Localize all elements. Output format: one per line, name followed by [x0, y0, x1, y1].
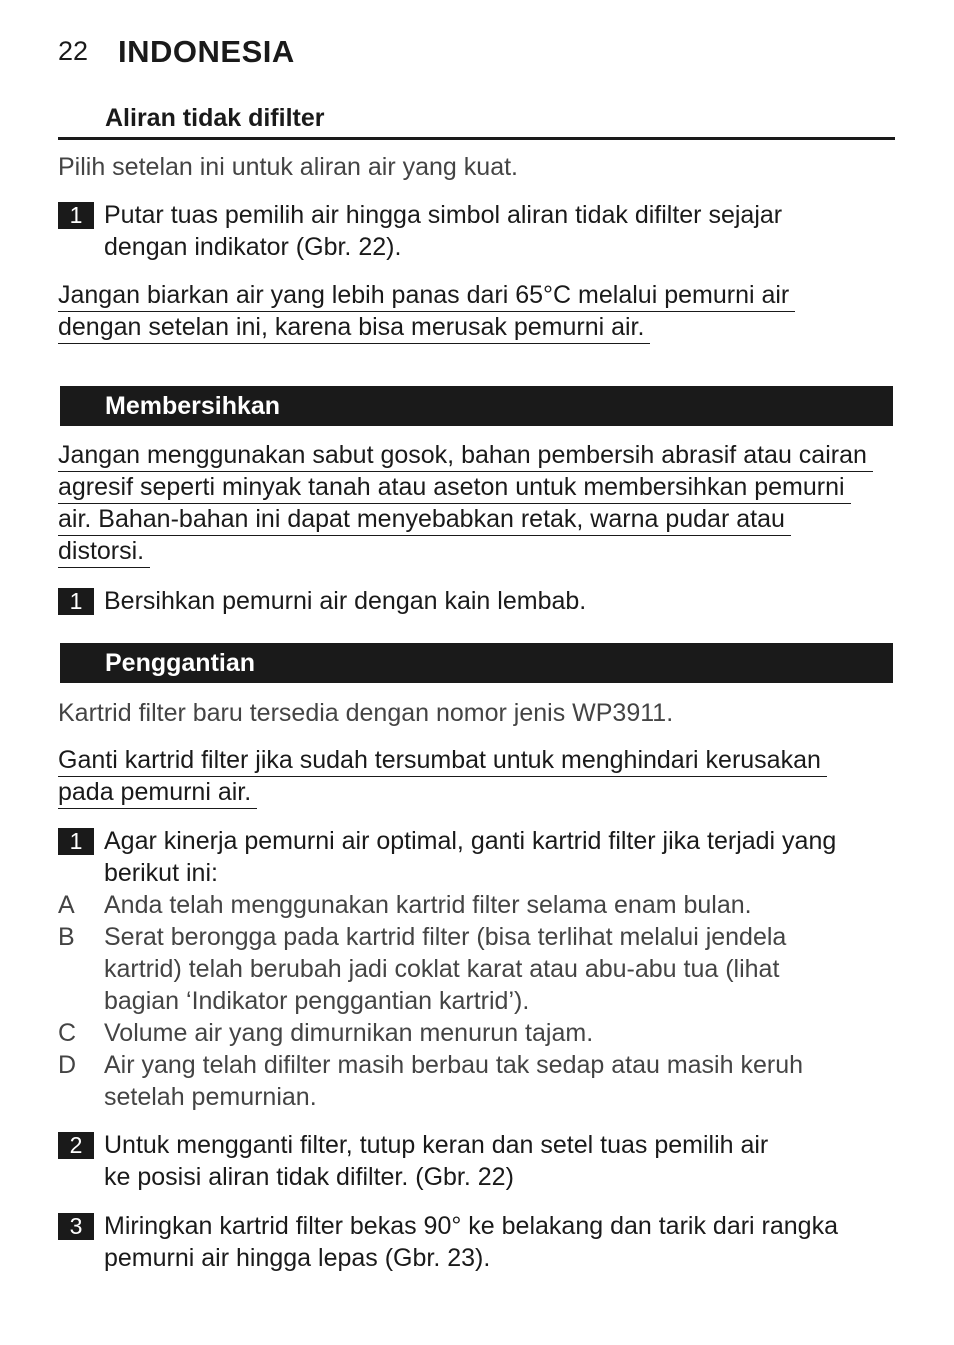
sub-item-text: [104, 889, 904, 921]
step-line: Agar kinerja pemurni air optimal, ganti kartrid filter jika terjadi yang: [104, 827, 837, 855]
step-text: Bersihkan pemurni air dengan kain lembab.: [104, 587, 587, 615]
step-line: pemurni air hingga lepas (Gbr. 23).: [104, 1244, 491, 1272]
step-number-badge: 3: [58, 1213, 94, 1240]
warning-line: agresif seperti minyak tanah atau aseton untuk membersihkan pemurni: [58, 472, 851, 504]
sub-item-line: Volume air yang dimurnikan menurun tajam.: [104, 1019, 594, 1047]
step-line: Putar tuas pemilih air hingga simbol aliran tidak difilter sejajar: [104, 201, 783, 229]
sub-item-letter: D: [58, 1051, 77, 1079]
step-number-badge: 2: [58, 1132, 94, 1159]
step-line: Untuk mengganti filter, tutup keran dan setel tuas pemilih air: [104, 1131, 769, 1159]
section-intro: Pilih setelan ini untuk aliran air yang kuat.: [58, 153, 518, 181]
step-text: [104, 1210, 904, 1274]
step-line: berikut ini:: [104, 859, 218, 887]
section-header-bar-replacement: [60, 643, 893, 683]
step-line: Miringkan kartrid filter bekas 90° ke belakang dan tarik dari rangka: [104, 1212, 838, 1240]
step-number-badge: 1: [58, 588, 94, 615]
section-title-replacement: Penggantian: [105, 649, 256, 677]
section-intro: Kartrid filter baru tersedia dengan nomor jenis WP3911.: [58, 699, 674, 727]
step-text: [104, 1129, 904, 1193]
sub-item-line: bagian ‘Indikator penggantian kartrid’).: [104, 987, 530, 1015]
sub-item-line: kartrid) telah berubah jadi coklat karat atau abu-abu tua (lihat: [104, 955, 780, 983]
sub-item-line: Air yang telah difilter masih berbau tak sedap atau masih keruh: [104, 1051, 803, 1079]
step-number-badge: 1: [58, 202, 94, 229]
sub-item-letter: C: [58, 1019, 77, 1047]
sub-item-text: [104, 1017, 904, 1049]
sub-item-letter: B: [58, 923, 75, 951]
step-text: [104, 199, 904, 263]
section-divider: [58, 137, 895, 140]
sub-item-line: Anda telah menggunakan kartrid filter selama enam bulan.: [104, 891, 752, 919]
sub-item-line: Serat berongga pada kartrid filter (bisa terlihat melalui jendela: [104, 923, 787, 951]
warning-line: dengan setelan ini, karena bisa merusak pemurni air.: [58, 312, 650, 344]
sub-item-line: setelah pemurnian.: [104, 1083, 317, 1111]
sub-item-letter: A: [58, 891, 75, 919]
step-line: ke posisi aliran tidak difilter. (Gbr. 22): [104, 1163, 514, 1191]
warning-line: distorsi.: [58, 536, 150, 568]
section-title-cleaning: Membersihkan: [105, 392, 281, 420]
step-line: dengan indikator (Gbr. 22).: [104, 233, 402, 261]
sub-item-text: [104, 921, 904, 1017]
warning-line: Jangan menggunakan sabut gosok, bahan pembersih abrasif atau cairan: [58, 440, 873, 472]
language-heading: INDONESIA: [118, 34, 295, 69]
warning-line: Jangan biarkan air yang lebih panas dari 65°C melalui pemurni air: [58, 280, 795, 312]
step-text: [104, 825, 904, 889]
sub-item-text: [104, 1049, 904, 1113]
warning-line: pada pemurni air.: [58, 777, 257, 809]
page-number: 22: [58, 36, 89, 66]
section-header-bar-cleaning: [60, 386, 893, 426]
warning-line: Ganti kartrid filter jika sudah tersumbat untuk menghindari kerusakan: [58, 745, 827, 777]
section-title-unfiltered-flow: Aliran tidak difilter: [105, 104, 325, 132]
warning-line: air. Bahan-bahan ini dapat menyebabkan retak, warna pudar atau: [58, 504, 791, 536]
step-number-badge: 1: [58, 828, 94, 855]
